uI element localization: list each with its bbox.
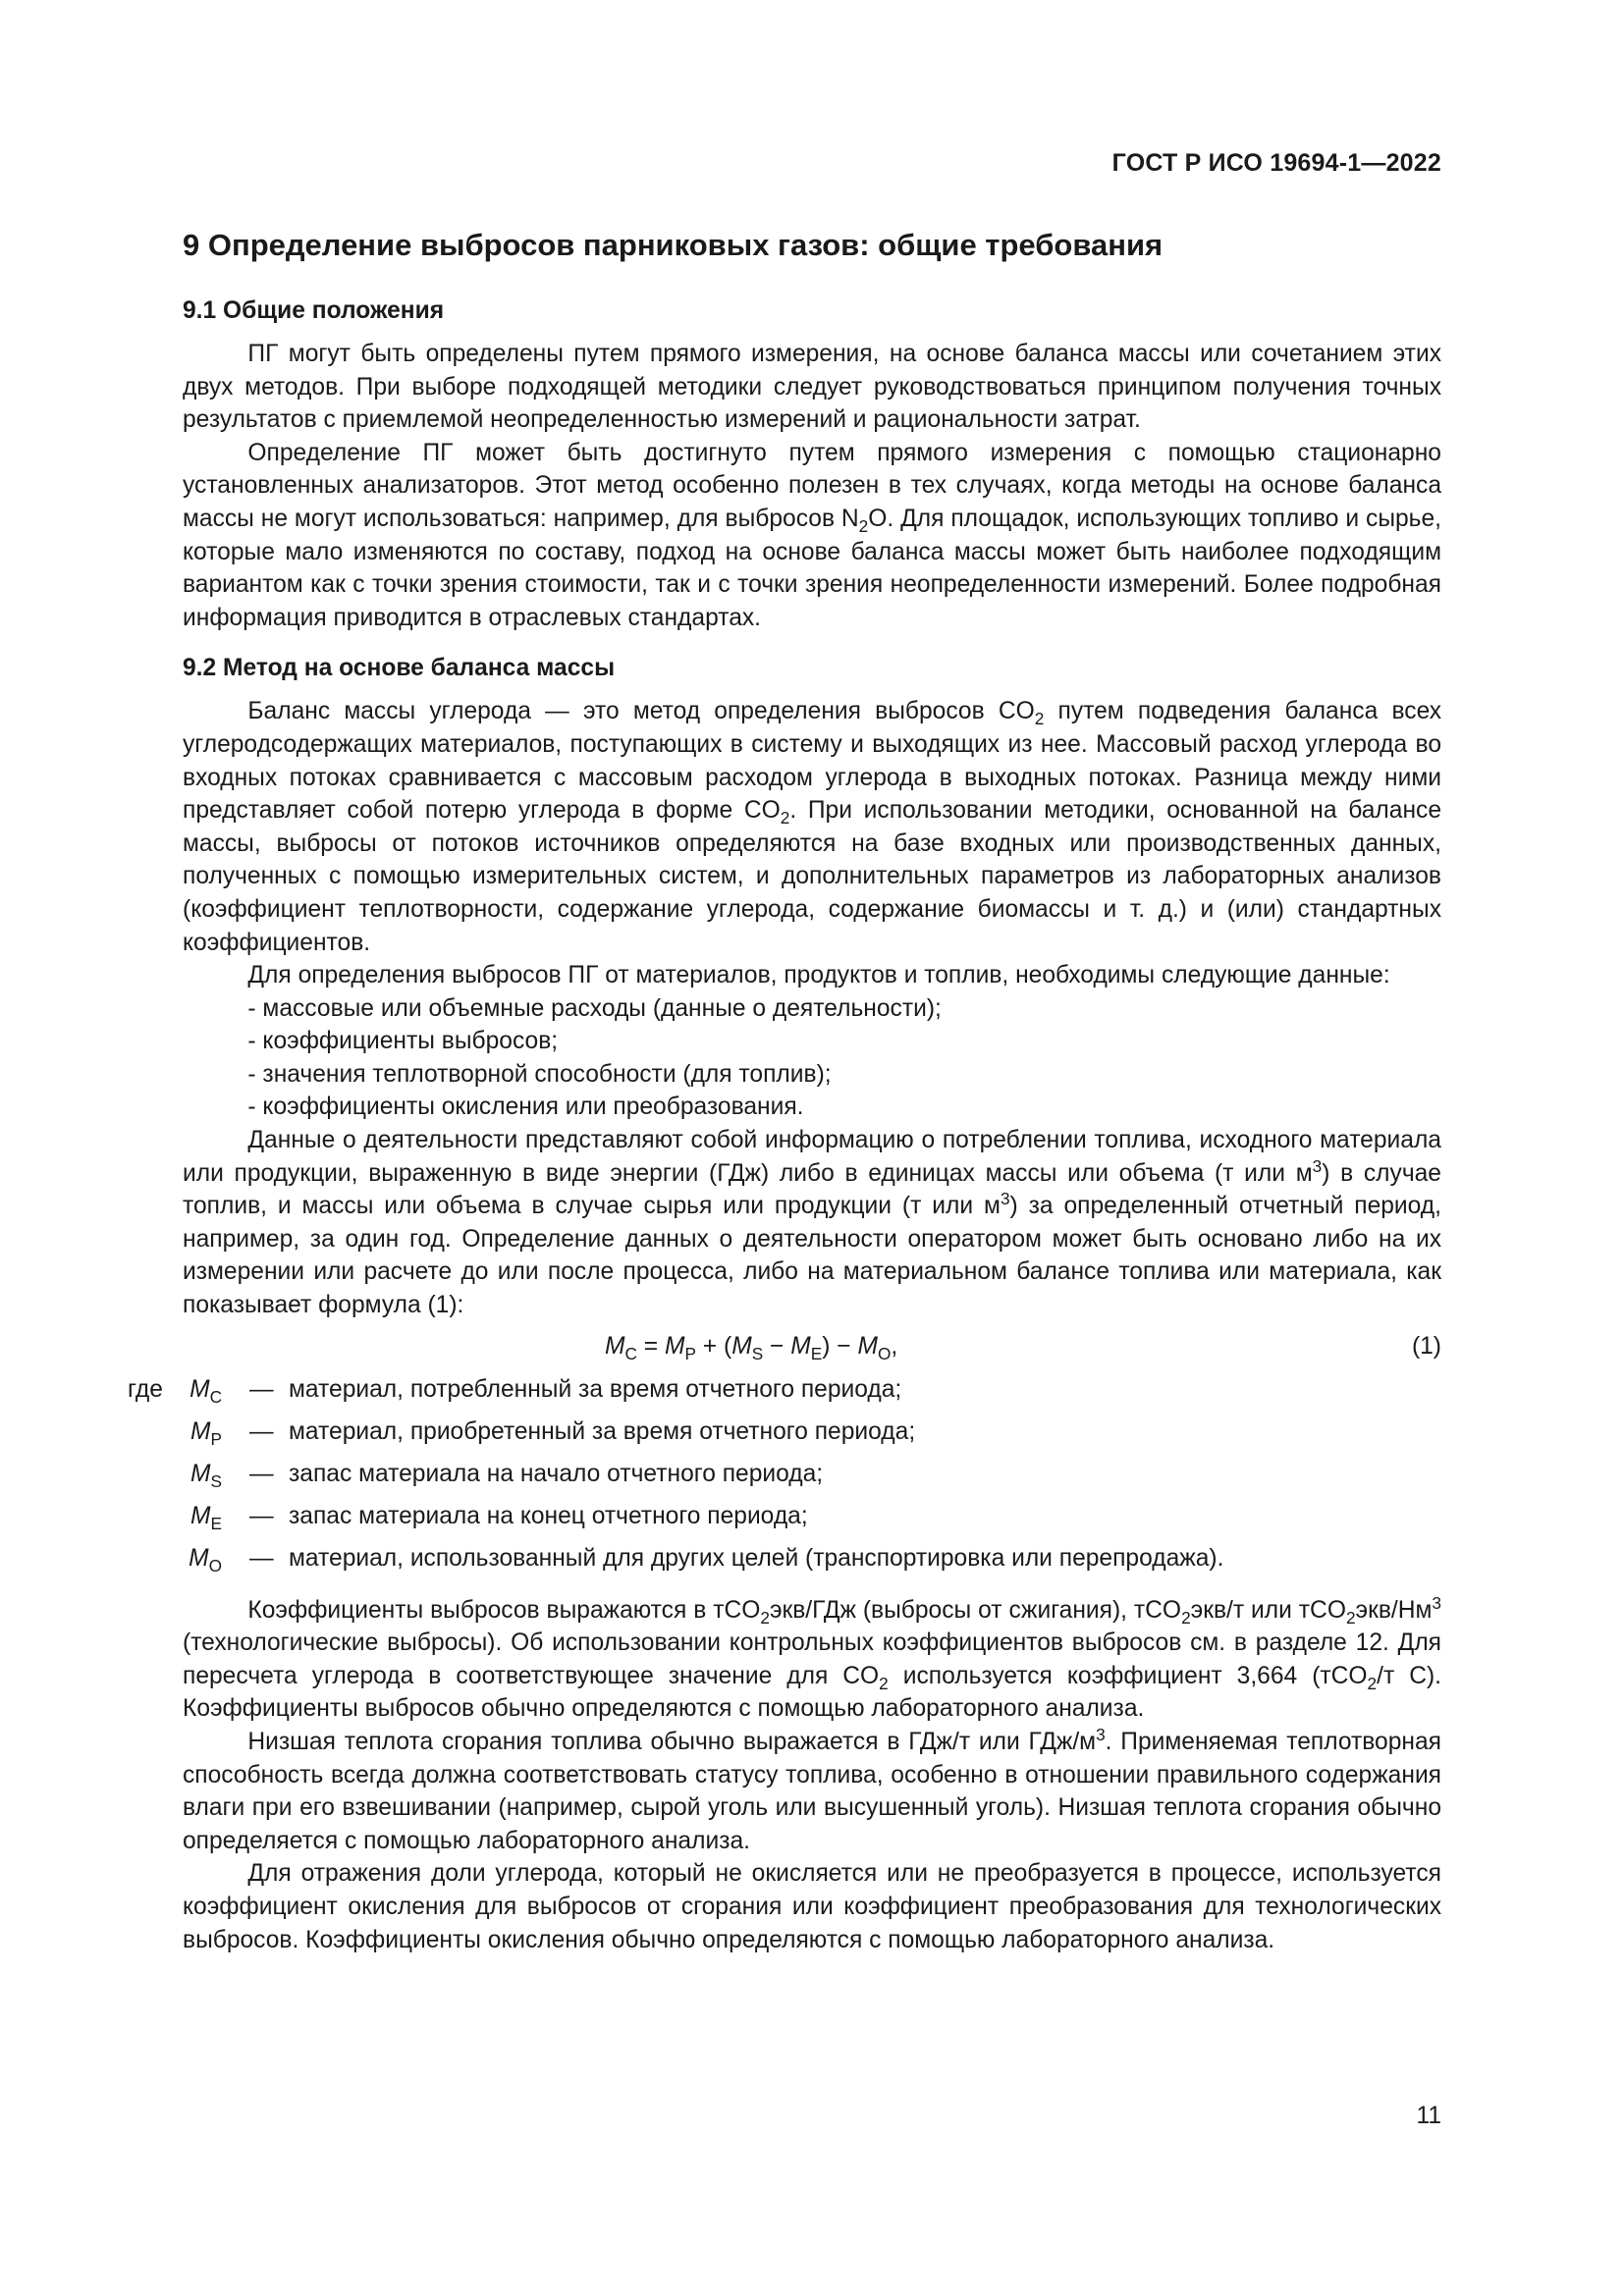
legend-row: $M_E$ — запас материала на конец отчетного периода; (179, 1500, 1441, 1542)
paragraph: Для отражения доли углерода, который не окисляется или не преобразуется в процессе, используется коэффициент окисления для выбросов от сгорания или коэффициент преобразования для технологических выбросов. Коэффициенты окисления обычно определяются с помощью лабораторного анализа. (183, 1860, 1441, 1953)
subsection-title-9-1: 9.1 Общие положения (183, 297, 445, 324)
legend-description: материал, использованный для других целей (транспортировка или перепродажа). (289, 1544, 1224, 1572)
legend-row: $M_P$ — материал, приобретенный за время отчетного периода; (179, 1415, 1441, 1458)
list-item: - коэффициенты окисления или преобразования. (247, 1094, 804, 1121)
paragraph: Для определения выбросов ПГ от материалов, продуктов и топлив, необходимы следующие данные: (247, 962, 1390, 989)
paragraph: Данные о деятельности представляют собой информацию о потреблении топлива, исходного материала или продукции, выраженную в виде энергии (ГДж) либо в единицах массы или объема (т или $м^3$) в случае топлив, и массы или объема в случае сырья или продукции (т или $м^3$) за определенный отчетный период, например, за один год. Определение данных о деятельности оператором может быть основано либо на их измерении или расчете до или после процесса, либо на материальном балансе топлива или материала, как показывает формула (1): (183, 1127, 1441, 1319)
requirements-list (183, 992, 1441, 1124)
formula-expression: $M_C = M_P + (M_S - M_E) - M_O$, (605, 1332, 898, 1363)
paragraph: Баланс массы углерода — это метод определения выбросов $CO_2$ путем подведения баланса всех углеродсодержащих материалов, поступающих в систему и выходящих из нее. Массовый расход углерода во входных потоках сравнивается с массовым расходом углерода в выходных потоках. Разница между ними представляет собой потерю углерода в форме $CO_2$. При использовании методики, основанной на балансе массы, выбросы от потоков источников определяются на базе входных или производственных данных, полученных с помощью измерительных систем, и дополнительных параметров из лабораторных анализов (коэффициент теплотворности, содержание углерода, содержание биомассы и т. д.) и (или) стандартных коэффициентов. (183, 698, 1441, 956)
paragraph: Определение ПГ может быть достигнуто путем прямого измерения с помощью стационарно установленных анализаторов. Этот метод особенно полезен в тех случаях, когда методы на основе баланса массы не могут использоваться: например, для выбросов $N_2O$. Для площадок, использующих топливо и сырье, которые мало изменяются по составу, подход на основе баланса массы может быть наиболее подходящим вариантом как с точки зрения стоимости, так и с точки зрения неопределенности измерений. Более подробная информация приводится в отраслевых стандартах. (183, 439, 1441, 631)
page-content (128, 214, 1441, 1956)
formula-legend (128, 1373, 1441, 1584)
legend-symbol: $M_E$ (190, 1502, 222, 1533)
legend-symbol: $M_O$ (189, 1544, 222, 1575)
legend-row: $M_O$ — материал, использованный для других целей (транспортировка или перепродажа). (179, 1542, 1441, 1584)
page-number: 11 (1416, 2103, 1441, 2129)
list-item: - массовые или объемные расходы (данные о деятельности); (247, 994, 942, 1022)
where-prefix: где (128, 1375, 163, 1403)
list-item: - коэффициенты выбросов; (247, 1028, 559, 1055)
legend-row: $M_S$ — запас материала на начало отчетного периода; (179, 1458, 1441, 1500)
formula-number: (1) (1411, 1332, 1441, 1360)
subsection-title-9-2: 9.2 Метод на основе баланса массы (183, 655, 616, 682)
standard-designation: ГОСТ Р ИСО 19694-1—2022 (1111, 149, 1441, 177)
legend-symbol: $M_P$ (190, 1417, 222, 1449)
legend-description: материал, потребленный за время отчетного периода; (289, 1375, 902, 1403)
paragraph: Низшая теплота сгорания топлива обычно выражается в ГДж/т или ГДж/$м^3$. Применяемая теплотворная способность всегда должна соответствовать статусу топлива, особенно в отношении правильного содержания влаги при его взвешивании (например, сырой уголь или высушенный уголь). Низшая теплота сгорания обычно определяется с помощью лабораторного анализа. (183, 1725, 1441, 1854)
section-title: 9 Определение выбросов парниковых газов: общие требования (183, 228, 1164, 262)
legend-row: где $M_C$ — материал, потребленный за время отчетного периода; (179, 1373, 1441, 1415)
legend-symbol: $M_C$ (189, 1375, 222, 1407)
legend-symbol: $M_S$ (190, 1460, 222, 1491)
legend-description: материал, приобретенный за время отчетного периода; (289, 1417, 916, 1445)
formula-1 (183, 1326, 1441, 1369)
legend-description: запас материала на начало отчетного периода; (289, 1460, 824, 1487)
paragraph: ПГ могут быть определены путем прямого измерения, на основе баланса массы или сочетанием этих двух методов. При выборе подходящей методики следует руководствоваться принципом получения точных результатов с приемлемой неопределенностью измерений и рациональности затрат. (183, 341, 1441, 434)
legend-description: запас материала на конец отчетного периода; (289, 1502, 808, 1529)
paragraph: Коэффициенты выбросов выражаются в тCO$_2$экв/ГДж (выбросы от сжигания), тCO$_2$экв/т или $тCO_2экв/Нм^3$ (технологические выбросы). Об использовании контрольных коэффициентов выбросов см. в разделе 12. Для пересчета углерода в соответствующее значение для $CO_2$ используется коэффициент 3,664 (тCO$_2$/т C). Коэффициенты выбросов обычно определяются с помощью лабораторного анализа. (183, 1592, 1441, 1723)
list-item: - значения теплотворной способности (для топлив); (247, 1060, 832, 1088)
